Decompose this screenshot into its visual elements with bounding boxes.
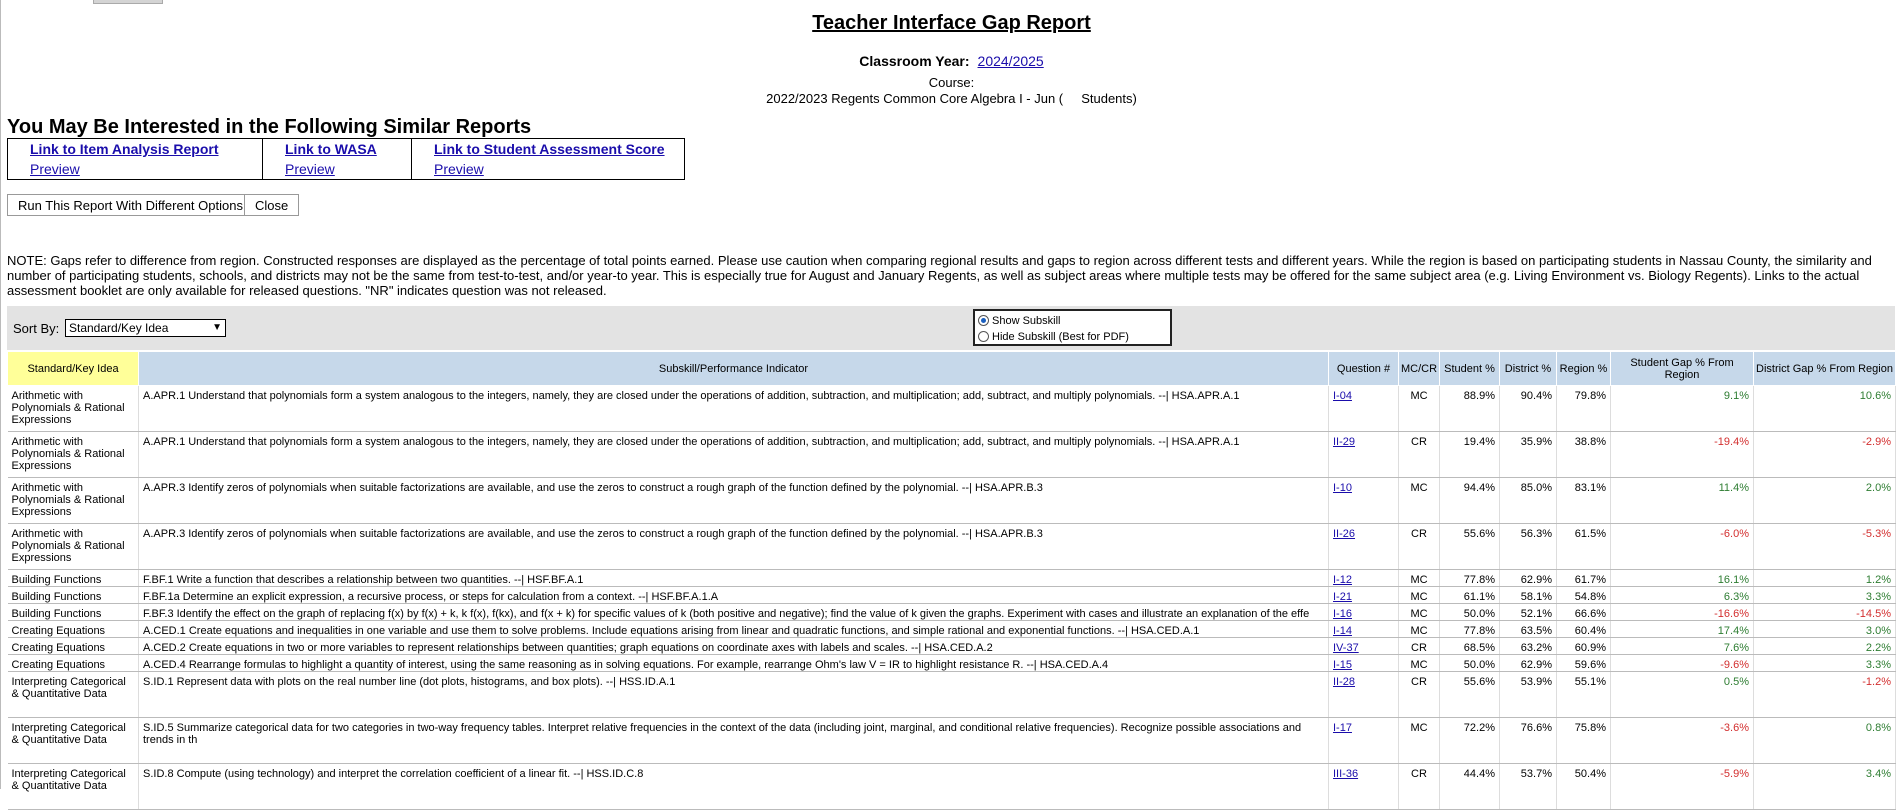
district-pct-cell: 85.0%	[1500, 478, 1557, 524]
table-row	[8, 672, 1896, 718]
col-header-region[interactable]: Region %	[1557, 352, 1611, 386]
region-pct-cell: 61.7%	[1557, 570, 1611, 587]
district-gap-cell: -5.3%	[1754, 524, 1896, 570]
district-pct-cell: 63.5%	[1500, 621, 1557, 638]
district-gap-cell: 3.3%	[1754, 587, 1896, 604]
wasa-preview-link[interactable]: Preview	[285, 161, 335, 177]
student-pct-cell: 88.9%	[1440, 386, 1500, 432]
region-pct-cell: 83.1%	[1557, 478, 1611, 524]
show-subskill-option[interactable]	[978, 313, 1060, 328]
question-link[interactable]: I-16	[1333, 608, 1352, 620]
similar-reports-heading: You May Be Interested in the Following Similar Reports	[7, 116, 532, 138]
student-pct-cell: 68.5%	[1440, 638, 1500, 655]
student-pct-cell: 44.4%	[1440, 764, 1500, 810]
region-pct-cell: 59.6%	[1557, 655, 1611, 672]
region-pct-cell: 38.8%	[1557, 432, 1611, 478]
type-cell: CR	[1399, 524, 1440, 570]
student-gap-cell: 6.3%	[1611, 587, 1754, 604]
table-row	[8, 524, 1896, 570]
course-value: 2022/2023 Regents Common Core Algebra I - Jun ( Students)	[766, 91, 1137, 106]
show-subskill-label: Show Subskill	[992, 314, 1061, 327]
student-gap-cell: 17.4%	[1611, 621, 1754, 638]
question-cell	[1329, 570, 1399, 587]
student-pct-cell: 55.6%	[1440, 524, 1500, 570]
type-cell: MC	[1399, 718, 1440, 764]
region-pct-cell: 60.4%	[1557, 621, 1611, 638]
standard-cell: Building Functions	[8, 570, 139, 587]
standard-cell: Building Functions	[8, 604, 139, 621]
classroom-year	[1, 53, 1901, 69]
question-link[interactable]: II-28	[1333, 676, 1356, 688]
student-gap-cell: -6.0%	[1611, 524, 1754, 570]
question-link[interactable]: I-10	[1333, 482, 1352, 494]
district-pct-cell: 53.9%	[1500, 672, 1557, 718]
type-cell: MC	[1399, 655, 1440, 672]
question-cell	[1329, 638, 1399, 655]
wasa-link[interactable]: Link to WASA	[285, 141, 377, 157]
region-pct-cell: 55.1%	[1557, 672, 1611, 718]
question-cell	[1329, 478, 1399, 524]
student-pct-cell: 94.4%	[1440, 478, 1500, 524]
show-subskill-radio[interactable]	[978, 315, 989, 326]
student-assessment-preview-link[interactable]: Preview	[434, 161, 484, 177]
standard-cell: Arithmetic with Polynomials & Rational Expressions	[8, 478, 139, 524]
subskill-cell: A.APR.1 Understand that polynomials form a system analogous to the integers, namely, they are closed under the operations of addition, subtraction, and multiplication; add, subtract, and multiply polynomials. --| HSA.APR.A.1	[139, 386, 1329, 432]
question-link[interactable]: I-04	[1333, 390, 1352, 402]
question-cell	[1329, 718, 1399, 764]
region-pct-cell: 60.9%	[1557, 638, 1611, 655]
type-cell: MC	[1399, 478, 1440, 524]
gap-note: NOTE: Gaps refer to difference from region. Constructed responses are displayed as the percentage of total points earned. Please use caution when comparing regional results and gaps to region across different tests and different years. While the region is based on participating students in Nassau County, the similarity and number of participating students, schools, and districts may not be the same from test-to-test, and/or year-to year. This is especially true for August and January Regents, as well as subject areas where multiple tests may be offered for the same subject area (e.g. Living Environment vs. Biology Regents). Links to the actual assessment booklet are only available for released questions. "NR" indicates question was not released.	[7, 253, 1872, 298]
subskill-cell: S.ID.1 Represent data with plots on the real number line (dot plots, histograms, and box plots). --| HSS.ID.A.1	[139, 672, 1329, 718]
region-pct-cell: 61.5%	[1557, 524, 1611, 570]
question-cell	[1329, 621, 1399, 638]
col-header-type[interactable]: MC/CR	[1399, 352, 1440, 386]
district-pct-cell: 58.1%	[1500, 587, 1557, 604]
subskill-cell: S.ID.5 Summarize categorical data for two categories in two-way frequency tables. Interpret relative frequencies in the context of the data (including joint, marginal, and conditional relative frequencies). Recognize possible associations and trends in th	[139, 718, 1329, 764]
options-bar	[7, 306, 1895, 350]
question-link[interactable]: I-21	[1333, 591, 1352, 603]
gap-report-table	[7, 351, 1896, 810]
page-title: Teacher Interface Gap Report	[812, 12, 1091, 34]
district-gap-cell: 3.0%	[1754, 621, 1896, 638]
student-gap-cell: -9.6%	[1611, 655, 1754, 672]
standard-cell: Interpreting Categorical & Quantitative Data	[8, 672, 139, 718]
district-gap-cell: 0.8%	[1754, 718, 1896, 764]
student-pct-cell: 50.0%	[1440, 604, 1500, 621]
col-header-district-gap[interactable]: District Gap % From Region	[1754, 352, 1896, 386]
hide-subskill-label: Hide Subskill (Best for PDF)	[992, 330, 1129, 343]
student-gap-cell: 16.1%	[1611, 570, 1754, 587]
subskill-cell: A.CED.4 Rearrange formulas to highlight a quantity of interest, using the same reasoning as in solving equations. For example, rearrange Ohm's law V = IR to highlight resistance R. --| HSA.CED.A.4	[139, 655, 1329, 672]
question-link[interactable]: I-15	[1333, 659, 1352, 671]
run-report-button[interactable]: Run This Report With Different Options	[7, 194, 254, 216]
standard-cell: Arithmetic with Polynomials & Rational Expressions	[8, 386, 139, 432]
district-pct-cell: 90.4%	[1500, 386, 1557, 432]
student-gap-cell: -5.9%	[1611, 764, 1754, 810]
student-gap-cell: 7.6%	[1611, 638, 1754, 655]
student-assessment-score-link[interactable]: Link to Student Assessment Score	[434, 141, 665, 157]
region-pct-cell: 66.6%	[1557, 604, 1611, 621]
subskill-cell: A.CED.2 Create equations in two or more variables to represent relationships between quantities; graph equations on coordinate axes with labels and scales. --| HSA.CED.A.2	[139, 638, 1329, 655]
region-pct-cell: 75.8%	[1557, 718, 1611, 764]
type-cell: CR	[1399, 432, 1440, 478]
student-gap-cell: -3.6%	[1611, 718, 1754, 764]
question-link[interactable]: I-17	[1333, 722, 1352, 734]
table-row	[8, 718, 1896, 764]
district-pct-cell: 76.6%	[1500, 718, 1557, 764]
district-pct-cell: 35.9%	[1500, 432, 1557, 478]
subskill-cell: F.BF.1a Determine an explicit expression, a recursive process, or steps for calculation from a context. --| HSF.BF.A.1.A	[139, 587, 1329, 604]
question-cell	[1329, 604, 1399, 621]
student-pct-cell: 77.8%	[1440, 621, 1500, 638]
district-gap-cell: 10.6%	[1754, 386, 1896, 432]
district-gap-cell: -1.2%	[1754, 672, 1896, 718]
type-cell: MC	[1399, 604, 1440, 621]
standard-cell: Arithmetic with Polynomials & Rational Expressions	[8, 524, 139, 570]
region-pct-cell: 54.8%	[1557, 587, 1611, 604]
subskill-cell: S.ID.8 Compute (using technology) and interpret the correlation coefficient of a linear fit. --| HSS.ID.C.8	[139, 764, 1329, 810]
table-row	[8, 478, 1896, 524]
standard-cell: Creating Equations	[8, 621, 139, 638]
standard-cell: Arithmetic with Polynomials & Rational Expressions	[8, 432, 139, 478]
student-gap-cell: -16.6%	[1611, 604, 1754, 621]
type-cell: MC	[1399, 587, 1440, 604]
chevron-down-icon: ▼	[212, 322, 222, 333]
type-cell: MC	[1399, 386, 1440, 432]
region-pct-cell: 50.4%	[1557, 764, 1611, 810]
subskill-cell: F.BF.3 Identify the effect on the graph of replacing f(x) by f(x) + k, k f(x), f(kx), and f(x + k) for specific values of k (both positive and negative); find the value of k given the graphs. Experiment with cases and illustrate an explanation of the effe	[139, 604, 1329, 621]
table-header-row	[8, 352, 1896, 386]
table-row	[8, 432, 1896, 478]
hide-subskill-radio[interactable]	[978, 331, 989, 342]
table-row	[8, 386, 1896, 432]
district-pct-cell: 56.3%	[1500, 524, 1557, 570]
standard-cell: Building Functions	[8, 587, 139, 604]
col-header-question[interactable]: Question #	[1329, 352, 1399, 386]
sort-by-label: Sort By:	[13, 321, 60, 336]
col-header-standard[interactable]: Standard/Key Idea	[8, 352, 139, 386]
standard-cell: Interpreting Categorical & Quantitative Data	[8, 718, 139, 764]
question-link[interactable]: IV-37	[1333, 642, 1359, 654]
district-gap-cell: 3.3%	[1754, 655, 1896, 672]
type-cell: CR	[1399, 672, 1440, 718]
question-cell	[1329, 764, 1399, 810]
district-pct-cell: 62.9%	[1500, 655, 1557, 672]
district-gap-cell: -2.9%	[1754, 432, 1896, 478]
question-cell	[1329, 655, 1399, 672]
col-header-student[interactable]: Student %	[1440, 352, 1500, 386]
subskill-cell: A.APR.1 Understand that polynomials form a system analogous to the integers, namely, they are closed under the operations of addition, subtraction, and multiplication; add, subtract, and multiply polynomials. --| HSA.APR.A.1	[139, 432, 1329, 478]
subskill-cell: A.APR.3 Identify zeros of polynomials when suitable factorizations are available, and use the zeros to construct a rough graph of the function defined by the polynomial. --| HSA.APR.B.3	[139, 524, 1329, 570]
question-link[interactable]: II-26	[1333, 528, 1356, 540]
course-label: Course:	[928, 75, 975, 90]
student-pct-cell: 61.1%	[1440, 587, 1500, 604]
district-gap-cell: 2.0%	[1754, 478, 1896, 524]
type-cell: MC	[1399, 570, 1440, 587]
student-pct-cell: 72.2%	[1440, 718, 1500, 764]
sort-by-select[interactable]	[65, 319, 226, 337]
question-link[interactable]: II-29	[1333, 436, 1356, 448]
table-row	[8, 764, 1896, 810]
hide-subskill-option[interactable]	[978, 329, 1129, 344]
close-button[interactable]: Close	[244, 194, 299, 216]
standard-cell: Creating Equations	[8, 655, 139, 672]
district-pct-cell: 62.9%	[1500, 570, 1557, 587]
question-link[interactable]: I-12	[1333, 574, 1352, 586]
sort-by-value: Standard/Key Idea	[69, 321, 169, 335]
district-gap-cell: 3.4%	[1754, 764, 1896, 810]
type-cell: CR	[1399, 764, 1440, 810]
question-link[interactable]: I-14	[1333, 625, 1352, 637]
student-gap-cell: 11.4%	[1611, 478, 1754, 524]
district-pct-cell: 63.2%	[1500, 638, 1557, 655]
item-analysis-link[interactable]: Link to Item Analysis Report	[30, 141, 219, 157]
type-cell: MC	[1399, 621, 1440, 638]
student-gap-cell: -19.4%	[1611, 432, 1754, 478]
classroom-year-link[interactable]: 2024/2025	[977, 53, 1044, 69]
standard-cell: Interpreting Categorical & Quantitative Data	[8, 764, 139, 810]
standard-cell: Creating Equations	[8, 638, 139, 655]
student-pct-cell: 19.4%	[1440, 432, 1500, 478]
district-gap-cell: 2.2%	[1754, 638, 1896, 655]
window-tab	[93, 0, 163, 4]
table-row	[8, 587, 1896, 604]
subskill-toggle-group	[973, 309, 1172, 346]
question-cell	[1329, 587, 1399, 604]
student-pct-cell: 50.0%	[1440, 655, 1500, 672]
district-gap-cell: -14.5%	[1754, 604, 1896, 621]
question-cell	[1329, 386, 1399, 432]
table-row	[8, 638, 1896, 655]
table-row	[8, 570, 1896, 587]
subskill-cell: A.APR.3 Identify zeros of polynomials when suitable factorizations are available, and use the zeros to construct a rough graph of the function defined by the polynomial. --| HSA.APR.B.3	[139, 478, 1329, 524]
table-row	[8, 655, 1896, 672]
question-cell	[1329, 524, 1399, 570]
student-pct-cell: 55.6%	[1440, 672, 1500, 718]
table-row	[8, 604, 1896, 621]
region-pct-cell: 79.8%	[1557, 386, 1611, 432]
student-pct-cell: 77.8%	[1440, 570, 1500, 587]
table-row	[8, 621, 1896, 638]
similar-reports-table	[7, 138, 685, 180]
student-gap-cell: 0.5%	[1611, 672, 1754, 718]
col-header-subskill[interactable]: Subskill/Performance Indicator	[139, 352, 1329, 386]
col-header-student-gap[interactable]: Student Gap % From Region	[1611, 352, 1754, 386]
type-cell: CR	[1399, 638, 1440, 655]
district-pct-cell: 52.1%	[1500, 604, 1557, 621]
item-analysis-preview-link[interactable]: Preview	[30, 161, 80, 177]
subskill-cell: A.CED.1 Create equations and inequalities in one variable and use them to solve problems. Include equations arising from linear and quadratic functions, and simple rational and exponential functions. --| HSA.CED.A.1	[139, 621, 1329, 638]
question-link[interactable]: III-36	[1333, 768, 1359, 780]
student-gap-cell: 9.1%	[1611, 386, 1754, 432]
district-gap-cell: 1.2%	[1754, 570, 1896, 587]
classroom-year-label: Classroom Year:	[859, 53, 970, 69]
district-pct-cell: 53.7%	[1500, 764, 1557, 810]
question-cell	[1329, 432, 1399, 478]
col-header-district[interactable]: District %	[1500, 352, 1557, 386]
question-cell	[1329, 672, 1399, 718]
subskill-cell: F.BF.1 Write a function that describes a relationship between two quantities. --| HSF.BF.A.1	[139, 570, 1329, 587]
